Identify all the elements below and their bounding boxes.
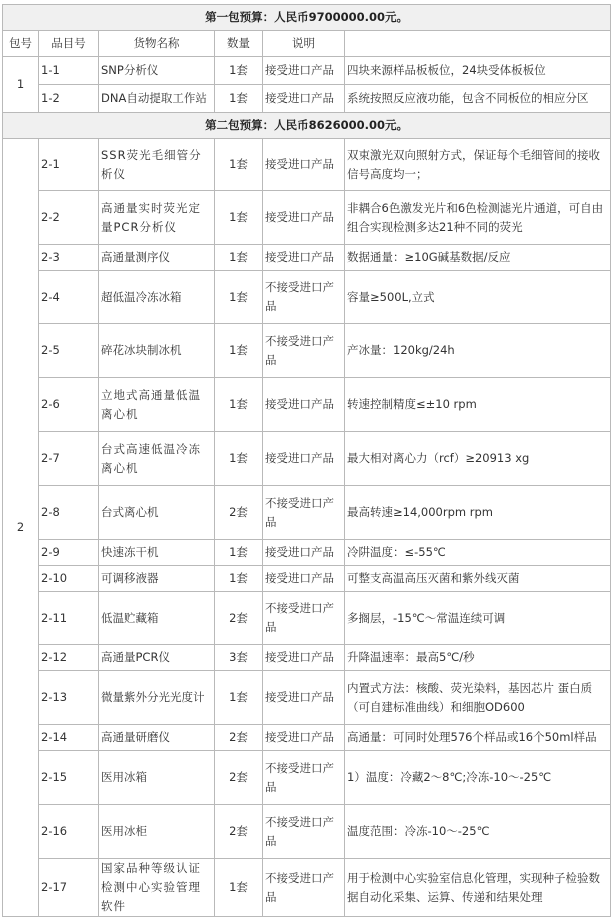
item-qty: 3套	[215, 645, 263, 671]
item-id: 2-5	[39, 324, 99, 378]
item-spec: 1）温度：冷藏2～8℃;冷冻-10～-25℃	[345, 751, 611, 805]
table-row	[3, 191, 611, 245]
item-name: 高通量实时荧光定量PCR分析仪	[99, 191, 215, 245]
item-qty: 1套	[215, 85, 263, 113]
table-row	[3, 540, 611, 566]
item-note: 不接受进口产品	[263, 271, 345, 324]
header-item-no: 品目号	[39, 31, 99, 57]
item-note: 不接受进口产品	[263, 486, 345, 540]
item-qty: 1套	[215, 566, 263, 592]
item-id: 2-9	[39, 540, 99, 566]
item-note: 不接受进口产品	[263, 859, 345, 917]
item-spec: 用于检测中心实验室信息化管理，实现种子检验数据自动化采集、运算、传递和结果处理	[345, 859, 611, 917]
item-qty: 1套	[215, 540, 263, 566]
item-qty: 2套	[215, 592, 263, 645]
item-name: 台式高速低温冷冻离心机	[99, 432, 215, 486]
table-row	[3, 85, 611, 113]
item-id: 2-7	[39, 432, 99, 486]
item-id: 2-17	[39, 859, 99, 917]
item-qty: 1套	[215, 271, 263, 324]
item-id: 2-11	[39, 592, 99, 645]
table-row	[3, 57, 611, 85]
item-note: 接受进口产品	[263, 671, 345, 725]
package-2-budget-title: 第二包预算：人民币8626000.00元。	[3, 113, 611, 139]
item-qty: 2套	[215, 486, 263, 540]
header-quantity: 数量	[215, 31, 263, 57]
item-qty: 1套	[215, 139, 263, 191]
item-name: SSR荧光毛细管分析仪	[99, 139, 215, 191]
item-name: 立地式高通量低温离心机	[99, 378, 215, 432]
table-row	[3, 271, 611, 324]
item-id: 2-8	[39, 486, 99, 540]
item-spec: 四块来源样品板板位，24块受体板板位	[345, 57, 611, 85]
package-number-1: 1	[3, 57, 39, 113]
item-note: 接受进口产品	[263, 378, 345, 432]
item-spec: 可整支高温高压灭菌和紫外线灭菌	[345, 566, 611, 592]
item-name: 低温贮藏箱	[99, 592, 215, 645]
procurement-table	[2, 4, 611, 917]
item-id: 2-6	[39, 378, 99, 432]
table-row	[3, 486, 611, 540]
item-spec: 产冰量：120kg/24h	[345, 324, 611, 378]
item-note: 接受进口产品	[263, 566, 345, 592]
item-note: 接受进口产品	[263, 85, 345, 113]
table-row	[3, 725, 611, 751]
table-row	[3, 432, 611, 486]
table-row	[3, 566, 611, 592]
table-row	[3, 324, 611, 378]
table-row	[3, 645, 611, 671]
table-row	[3, 378, 611, 432]
item-spec: 系统按照反应液功能，包含不同板位的相应分区	[345, 85, 611, 113]
item-note: 接受进口产品	[263, 245, 345, 271]
item-name: 高通量研磨仪	[99, 725, 215, 751]
item-note: 不接受进口产品	[263, 805, 345, 859]
item-spec: 多搁层，-15℃～常温连续可调	[345, 592, 611, 645]
item-name: SNP分析仪	[99, 57, 215, 85]
item-spec: 冷阱温度：≤-55℃	[345, 540, 611, 566]
item-name: 国家品种等级认证检测中心实验管理软件	[99, 859, 215, 917]
table-row	[3, 805, 611, 859]
item-name: 快速冻干机	[99, 540, 215, 566]
item-spec: 数据通量：≥10G碱基数据/反应	[345, 245, 611, 271]
item-name: 超低温冷冻冰箱	[99, 271, 215, 324]
table-row	[3, 592, 611, 645]
item-name: 微量紫外分光光度计	[99, 671, 215, 725]
item-qty: 1套	[215, 432, 263, 486]
item-qty: 2套	[215, 805, 263, 859]
item-id: 1-1	[39, 57, 99, 85]
table-row	[3, 859, 611, 917]
item-qty: 2套	[215, 725, 263, 751]
item-name: 医用冰柜	[99, 805, 215, 859]
item-spec: 转速控制精度≤±10 rpm	[345, 378, 611, 432]
item-name: 高通量PCR仪	[99, 645, 215, 671]
header-goods-name: 货物名称	[99, 31, 215, 57]
item-spec: 双束激光双向照射方式，保证每个毛细管间的接收信号高度均一；	[345, 139, 611, 191]
table-row	[3, 671, 611, 725]
item-id: 2-16	[39, 805, 99, 859]
item-note: 接受进口产品	[263, 645, 345, 671]
item-name: 高通量测序仪	[99, 245, 215, 271]
table-row	[3, 139, 611, 191]
item-note: 接受进口产品	[263, 540, 345, 566]
item-id: 2-2	[39, 191, 99, 245]
item-qty: 1套	[215, 191, 263, 245]
item-qty: 1套	[215, 671, 263, 725]
item-qty: 2套	[215, 751, 263, 805]
item-qty: 1套	[215, 57, 263, 85]
item-spec: 温度范围：冷冻-10～-25℃	[345, 805, 611, 859]
item-spec: 内置式方法：核酸、荧光染料，基因芯片 蛋白质（可自建标准曲线）和细胞OD600	[345, 671, 611, 725]
item-spec: 最大相对离心力（rcf）≥20913 xg	[345, 432, 611, 486]
table-row	[3, 751, 611, 805]
item-note: 接受进口产品	[263, 57, 345, 85]
item-id: 2-14	[39, 725, 99, 751]
item-spec: 非耦合6色激发光片和6色检测滤光片通道，可自由组合实现检测多达21种不同的荧光	[345, 191, 611, 245]
item-id: 2-1	[39, 139, 99, 191]
item-note: 不接受进口产品	[263, 324, 345, 378]
package-number-2: 2	[3, 139, 39, 917]
item-id: 2-10	[39, 566, 99, 592]
item-note: 接受进口产品	[263, 725, 345, 751]
item-spec: 升降温速率：最高5℃/秒	[345, 645, 611, 671]
item-spec: 高通量：可同时处理576个样品或16个50ml样品	[345, 725, 611, 751]
item-name: 碎花冰块制冰机	[99, 324, 215, 378]
item-name: 台式离心机	[99, 486, 215, 540]
package-1-budget-title: 第一包预算：人民币9700000.00元。	[3, 5, 611, 31]
item-qty: 1套	[215, 324, 263, 378]
item-note: 不接受进口产品	[263, 751, 345, 805]
item-id: 2-15	[39, 751, 99, 805]
item-qty: 1套	[215, 859, 263, 917]
header-spec	[345, 31, 611, 57]
item-note: 接受进口产品	[263, 432, 345, 486]
item-name: DNA自动提取工作站	[99, 85, 215, 113]
item-qty: 1套	[215, 245, 263, 271]
item-id: 1-2	[39, 85, 99, 113]
item-note: 不接受进口产品	[263, 592, 345, 645]
item-id: 2-12	[39, 645, 99, 671]
item-id: 2-4	[39, 271, 99, 324]
header-note: 说明	[263, 31, 345, 57]
item-note: 接受进口产品	[263, 191, 345, 245]
item-name: 医用冰箱	[99, 751, 215, 805]
item-id: 2-13	[39, 671, 99, 725]
item-id: 2-3	[39, 245, 99, 271]
item-name: 可调移液器	[99, 566, 215, 592]
header-row	[3, 31, 611, 57]
item-spec: 容量≥500L,立式	[345, 271, 611, 324]
item-note: 接受进口产品	[263, 139, 345, 191]
item-spec: 最高转速≥14,000rpm rpm	[345, 486, 611, 540]
item-qty: 1套	[215, 378, 263, 432]
table-row	[3, 245, 611, 271]
header-package-no: 包号	[3, 31, 39, 57]
